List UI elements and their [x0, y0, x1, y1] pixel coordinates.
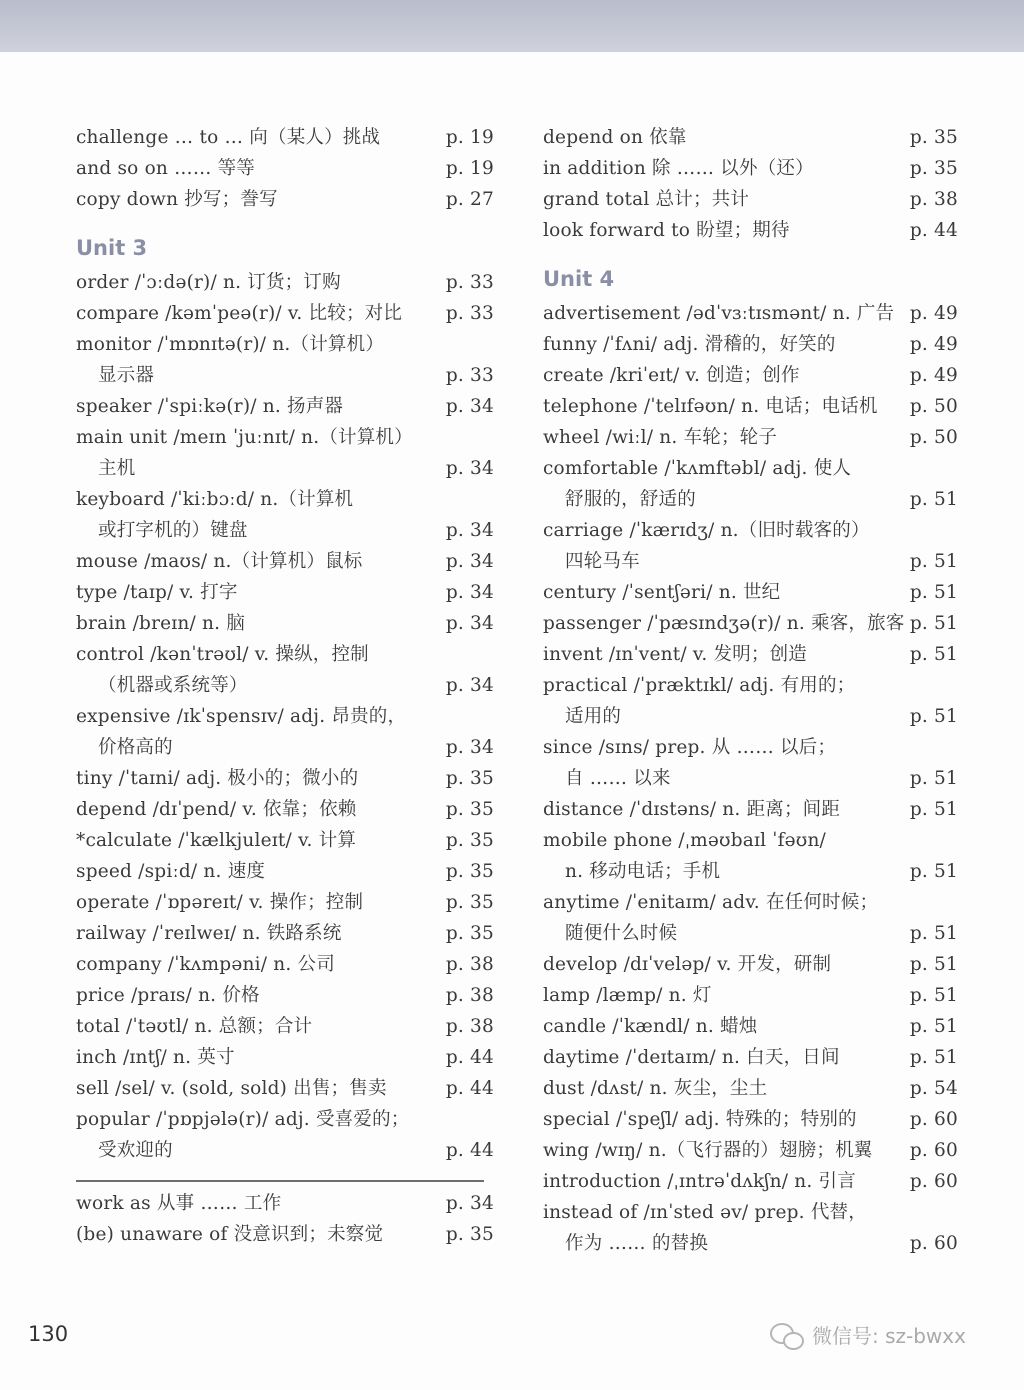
entry-text: wing /wɪŋ/ n.（飞行器的）翅膀；机翼: [543, 1140, 873, 1161]
entry-continuation: 受欢迎的: [98, 1140, 173, 1161]
page-top-edge: [0, 0, 1024, 52]
entry-text: advertisement /ədˈvɜːtɪsmənt/ n. 广告: [543, 303, 895, 324]
entry-text: monitor /ˈmɒnɪtə(r)/ n.（计算机）: [76, 334, 385, 355]
page-reference: p. 51: [909, 613, 958, 634]
unit-heading: Unit 3: [76, 236, 148, 260]
page-reference: p. 34: [445, 737, 494, 758]
page-reference: p. 49: [909, 334, 958, 355]
watermark: [770, 1320, 966, 1349]
page-reference: p. 51: [909, 1016, 958, 1037]
vocab-entry: [543, 329, 958, 360]
page-reference: p. 35: [445, 830, 494, 851]
vocab-entry: [76, 639, 494, 701]
page-reference: p. 51: [909, 799, 958, 820]
entry-text: challenge … to … 向（某人）挑战: [76, 127, 381, 148]
vocab-entry: [76, 184, 494, 215]
page-reference: p. 35: [445, 892, 494, 913]
vocab-entry: [76, 484, 494, 546]
entry-text: introduction /ˌɪntrəˈdʌkʃn/ n. 引言: [543, 1171, 856, 1192]
vocab-entry: [543, 949, 958, 980]
vocab-entry: [76, 546, 494, 577]
vocab-entry: [543, 670, 958, 732]
page-reference: p. 49: [909, 303, 958, 324]
page-reference: p. 51: [909, 706, 958, 727]
entry-continuation: 随便什么时候: [565, 923, 678, 944]
entry-text: anytime /ˈenitaɪm/ adv. 在任何时候；: [543, 892, 879, 913]
watermark-text: 微信号: sz-bwxx: [812, 1324, 966, 1348]
entry-text: comfortable /ˈkʌmftəbl/ adj. 使人: [543, 458, 852, 479]
page-reference: p. 34: [445, 551, 494, 572]
page-reference: p. 51: [909, 551, 958, 572]
page-reference: p. 35: [909, 127, 958, 148]
vocab-entry: [543, 122, 958, 153]
entry-text: daytime /ˈdeɪtaɪm/ n. 白天，日间: [543, 1047, 840, 1068]
vocab-entry: [543, 391, 958, 422]
page-reference: p. 51: [909, 923, 958, 944]
page-reference: p. 35: [445, 1224, 494, 1245]
vocab-entry: [76, 918, 494, 949]
vocab-entry: [543, 1042, 958, 1073]
entry-text: create /kriˈeɪt/ v. 创造；创作: [543, 365, 800, 386]
entry-text: grand total 总计；共计: [543, 189, 750, 210]
entry-text: dust /dʌst/ n. 灰尘，尘土: [543, 1078, 768, 1099]
vocab-entry: [543, 453, 958, 515]
vocab-entry: [76, 1219, 494, 1250]
entry-text: lamp /læmp/ n. 灯: [543, 985, 712, 1006]
entry-text: company /ˈkʌmpəni/ n. 公司: [76, 954, 335, 975]
vocab-entry: [543, 577, 958, 608]
vocab-entry: [76, 856, 494, 887]
vocab-entry: [76, 422, 494, 484]
page-reference: p. 44: [445, 1078, 494, 1099]
entry-continuation: 适用的: [565, 706, 622, 727]
entry-text: inch /ɪntʃ/ n. 英寸: [76, 1047, 235, 1068]
entry-text: compare /kəmˈpeə(r)/ v. 比较；对比: [76, 303, 403, 324]
vocab-entry: [543, 298, 958, 329]
page-reference: p. 60: [909, 1171, 958, 1192]
vocab-entry: [76, 122, 494, 153]
vocab-entry: [543, 184, 958, 215]
entry-text: railway /ˈreɪlweɪ/ n. 铁路系统: [76, 923, 342, 944]
page-reference: p. 33: [445, 272, 494, 293]
page-reference: p. 34: [445, 396, 494, 417]
entry-text: depend on 依靠: [543, 127, 687, 148]
vocab-entry: [76, 1073, 494, 1104]
entry-text: expensive /ɪkˈspensɪv/ adj. 昂贵的，: [76, 706, 407, 727]
page-number: 130: [28, 1322, 69, 1346]
page-reference: p. 34: [445, 1193, 494, 1214]
left-column: [76, 122, 494, 1250]
entry-text: instead of /ɪnˈsted əv/ prep. 代替，: [543, 1202, 867, 1223]
vocab-entry: [543, 639, 958, 670]
entry-text: funny /ˈfʌni/ adj. 滑稽的，好笑的: [543, 334, 836, 355]
page-reference: p. 54: [909, 1078, 958, 1099]
page-reference: p. 34: [445, 675, 494, 696]
vocab-entry: [543, 1104, 958, 1135]
page-reference: p. 44: [909, 220, 958, 241]
entry-text: control /kənˈtrəʊl/ v. 操纵，控制: [76, 644, 369, 665]
vocab-entry: [76, 153, 494, 184]
divider-rule: [76, 1180, 484, 1182]
entry-text: special /ˈspeʃl/ adj. 特殊的；特别的: [543, 1109, 857, 1130]
entry-continuation: 舒服的，舒适的: [565, 489, 696, 510]
vocab-entry: [543, 980, 958, 1011]
page-reference: p. 51: [909, 985, 958, 1006]
entry-text: mouse /maʊs/ n.（计算机）鼠标: [76, 551, 363, 572]
vocab-entry: [76, 825, 494, 856]
page-reference: p. 38: [445, 954, 494, 975]
page-reference: p. 51: [909, 582, 958, 603]
page-reference: p. 34: [445, 582, 494, 603]
entry-text: candle /ˈkændl/ n. 蜡烛: [543, 1016, 758, 1037]
entry-text: work as 从事 …… 工作: [76, 1193, 282, 1214]
vocab-entry: [543, 794, 958, 825]
page-reference: p. 51: [909, 861, 958, 882]
page-reference: p. 19: [445, 158, 494, 179]
entry-text: speaker /ˈspiːkə(r)/ n. 扬声器: [76, 396, 344, 417]
vocab-entry: [76, 391, 494, 422]
entry-text: since /sɪns/ prep. 从 …… 以后；: [543, 737, 837, 758]
entry-text: speed /spiːd/ n. 速度: [76, 861, 266, 882]
vocab-entry: [76, 763, 494, 794]
page-reference: p. 50: [909, 427, 958, 448]
vocab-entry: [543, 1011, 958, 1042]
vocab-entry: [76, 267, 494, 298]
entry-text: price /praɪs/ n. 价格: [76, 985, 260, 1006]
vocab-entry: [543, 360, 958, 391]
entry-text: mobile phone /ˌməʊbaɪl ˈfəʊn/: [543, 830, 826, 851]
entry-text: tiny /ˈtaɪni/ adj. 极小的；微小的: [76, 768, 359, 789]
page-reference: p. 60: [909, 1233, 958, 1254]
page-reference: p. 34: [445, 458, 494, 479]
page-reference: p. 35: [445, 799, 494, 820]
entry-continuation: 自 …… 以来: [565, 768, 671, 789]
page-reference: p. 51: [909, 1047, 958, 1068]
vocab-entry: [76, 298, 494, 329]
entry-text: and so on …… 等等: [76, 158, 255, 179]
vocab-entry: [76, 1042, 494, 1073]
vocab-entry: [76, 329, 494, 391]
right-column: [543, 122, 958, 1259]
entry-text: type /taɪp/ v. 打字: [76, 582, 238, 603]
entry-text: practical /ˈpræktɪkl/ adj. 有用的；: [543, 675, 856, 696]
entry-text: total /ˈtəʊtl/ n. 总额；合计: [76, 1016, 313, 1037]
entry-text: invent /ɪnˈvent/ v. 发明；创造: [543, 644, 807, 665]
entry-continuation: 主机: [98, 458, 136, 479]
page-reference: p. 19: [445, 127, 494, 148]
vocab-entry: [76, 577, 494, 608]
entry-text: copy down 抄写；誊写: [76, 189, 278, 210]
page-reference: p. 35: [445, 861, 494, 882]
entry-text: century /ˈsentʃəri/ n. 世纪: [543, 582, 781, 603]
entry-text: keyboard /ˈkiːbɔːd/ n.（计算机: [76, 489, 354, 510]
page-reference: p. 51: [909, 644, 958, 665]
entry-text: (be) unaware of 没意识到；未察觉: [76, 1224, 384, 1245]
vocab-entry: [543, 732, 958, 794]
page-reference: p. 38: [445, 985, 494, 1006]
page-reference: p. 60: [909, 1109, 958, 1130]
page-reference: p. 34: [445, 520, 494, 541]
vocab-entry: [543, 1073, 958, 1104]
page-reference: p. 51: [909, 954, 958, 975]
vocab-entry: [76, 980, 494, 1011]
page-reference: p. 44: [445, 1140, 494, 1161]
vocab-entry: [76, 701, 494, 763]
page-reference: p. 33: [445, 303, 494, 324]
entry-text: *calculate /ˈkælkjuleɪt/ v. 计算: [76, 830, 357, 851]
vocab-entry: [543, 1135, 958, 1166]
vocab-entry: [543, 215, 958, 246]
page-reference: p. 51: [909, 768, 958, 789]
page-reference: p. 34: [445, 613, 494, 634]
vocab-entry: [543, 515, 958, 577]
page-reference: p. 35: [445, 768, 494, 789]
entry-continuation: 四轮马车: [565, 551, 640, 572]
entry-text: operate /ˈɒpəreɪt/ v. 操作；控制: [76, 892, 364, 913]
entry-continuation: 价格高的: [98, 737, 173, 758]
vocab-entry: [76, 1188, 494, 1219]
entry-text: in addition 除 …… 以外（还）: [543, 158, 814, 179]
entry-text: develop /dɪˈveləp/ v. 开发，研制: [543, 954, 832, 975]
vocab-entry: [543, 422, 958, 453]
entry-text: popular /ˈpɒpjələ(r)/ adj. 受喜爱的；: [76, 1109, 410, 1130]
page-reference: p. 51: [909, 489, 958, 510]
entry-text: main unit /meɪn ˈjuːnɪt/ n.（计算机）: [76, 427, 413, 448]
entry-text: sell /sel/ v. (sold, sold) 出售；售卖: [76, 1078, 387, 1099]
unit-heading: Unit 4: [543, 267, 615, 291]
entry-continuation: n. 移动电话；手机: [565, 861, 721, 882]
page-reference: p. 44: [445, 1047, 494, 1068]
entry-text: passenger /ˈpæsɪndʒə(r)/ n. 乘客，旅客: [543, 613, 905, 634]
entry-text: depend /dɪˈpend/ v. 依靠；依赖: [76, 799, 357, 820]
page-reference: p. 50: [909, 396, 958, 417]
entry-continuation: 显示器: [98, 365, 155, 386]
vocab-entry: [543, 825, 958, 887]
page-reference: p. 33: [445, 365, 494, 386]
page-reference: p. 38: [445, 1016, 494, 1037]
page-reference: p. 60: [909, 1140, 958, 1161]
page-reference: p. 38: [909, 189, 958, 210]
page-reference: p. 35: [445, 923, 494, 944]
entry-text: telephone /ˈtelɪfəʊn/ n. 电话；电话机: [543, 396, 878, 417]
page-reference: p. 35: [909, 158, 958, 179]
page-reference: p. 27: [445, 189, 494, 210]
entry-text: order /ˈɔːdə(r)/ n. 订货；订购: [76, 272, 341, 293]
vocab-entry: [543, 887, 958, 949]
vocab-entry: [543, 1166, 958, 1197]
vocab-entry: [76, 1104, 494, 1166]
vocab-entry: [76, 887, 494, 918]
vocab-entry: [543, 1197, 958, 1259]
vocab-entry: [76, 1011, 494, 1042]
vocab-entry: [543, 153, 958, 184]
vocab-entry: [76, 608, 494, 639]
entry-text: wheel /wiːl/ n. 车轮；轮子: [543, 427, 778, 448]
entry-text: distance /ˈdɪstəns/ n. 距离；间距: [543, 799, 841, 820]
vocab-entry: [76, 794, 494, 825]
entry-text: look forward to 盼望；期待: [543, 220, 790, 241]
page-reference: p. 49: [909, 365, 958, 386]
vocab-entry: [76, 949, 494, 980]
entry-text: carriage /ˈkærɪdʒ/ n.（旧时载客的）: [543, 520, 870, 541]
entry-continuation: （机器或系统等）: [98, 675, 248, 696]
wechat-icon: [770, 1321, 804, 1349]
vocab-entry: [543, 608, 958, 639]
entry-continuation: 或打字机的）键盘: [98, 520, 248, 541]
entry-text: brain /breɪn/ n. 脑: [76, 613, 246, 634]
entry-continuation: 作为 …… 的替换: [565, 1233, 709, 1254]
